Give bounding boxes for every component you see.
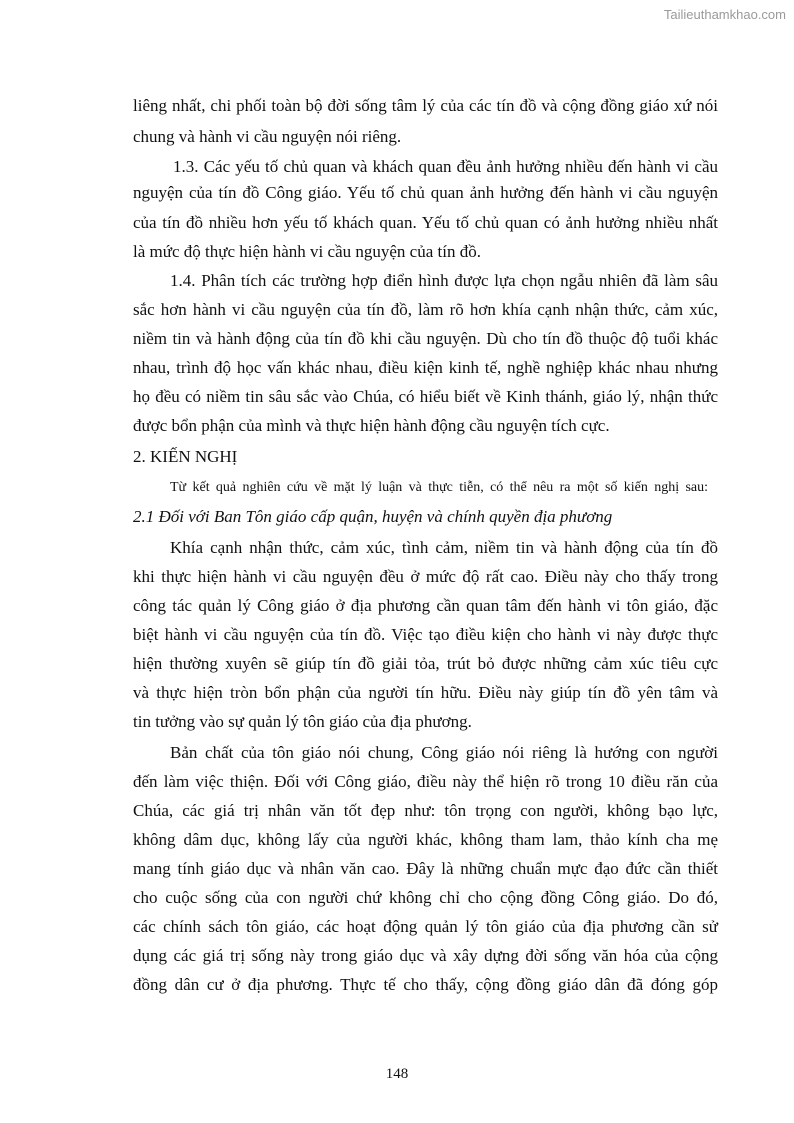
text-line: nhau, trình độ học vấn khác nhau, điều kiện kinh tế, nghề nghiệp khác nhau nhưng [133, 358, 718, 377]
text-line: sắc hơn hành vi cầu nguyện của tín đồ, làm rõ hơn khía cạnh nhận thức, cảm xúc, [133, 300, 718, 319]
text-line: nguyện của tín đồ Công giáo. Yếu tố chủ quan ảnh hưởng đến hành vi cầu nguyện [133, 183, 718, 202]
section-heading: 2. KIẾN NGHỊ [133, 447, 238, 466]
subsection-heading: 2.1 Đối với Ban Tôn giáo cấp quận, huyện và chính quyền địa phương [133, 507, 613, 526]
text-line: cho cuộc sống của con người chứ không chỉ cho cộng đồng Công giáo. Do đó, [133, 888, 718, 907]
text-line: các chính sách tôn giáo, các hoạt động quản lý tôn giáo của địa phương cần sử [133, 917, 718, 936]
text-line: được bổn phận của mình và thực hiện hành động cầu nguyện tích cực. [133, 416, 610, 435]
text-line: khi thực hiện hành vi cầu nguyện đều ở mức độ rất cao. Điều này cho thấy trong [133, 567, 718, 586]
text-line: liêng nhất, chi phối toàn bộ đời sống tâm lý của các tín đồ và cộng đồng giáo xứ nói [133, 96, 718, 115]
text-line: và thực hiện tròn bổn phận của người tín hữu. Điều này giúp tín đồ yên tâm và [133, 683, 718, 702]
page-number: 148 [385, 1066, 409, 1082]
text-line: biệt hành vi cầu nguyện của tín đồ. Việc tạo điều kiện cho hành vi này được thực [133, 625, 718, 644]
text-line: Chúa, các giá trị nhân văn tốt đẹp như: tôn trọng con người, không bạo lực, [133, 801, 718, 820]
text-line: niềm tin và hành động của tín đồ khi cầu nguyện. Dù cho tín đồ thuộc độ tuổi khác [133, 329, 718, 348]
text-line: mang tính giáo dục và nhân văn cao. Đây là những chuẩn mực đạo đức cần thiết [133, 859, 718, 878]
text-line: của tín đồ nhiều hơn yếu tố khách quan. Yếu tố chủ quan có ảnh hưởng nhiều nhất [133, 213, 718, 232]
text-line: tin tưởng vào sự quản lý tôn giáo của địa phương. [133, 712, 472, 731]
text-line: Bản chất của tôn giáo nói chung, Công giáo nói riêng là hướng con người [170, 743, 718, 762]
text-line: là mức độ thực hiện hành vi cầu nguyện của tín đồ. [133, 242, 481, 261]
text-line: Khía cạnh nhận thức, cảm xúc, tình cảm, niềm tin và hành động của tín đồ [170, 538, 718, 557]
text-line: hiện thường xuyên sẽ giúp tín đồ giải tỏa, trút bỏ được những cảm xúc tiêu cực [133, 654, 718, 673]
text-line: đến làm việc thiện. Đối với Công giáo, điều này thể hiện rõ trong 10 điều răn của [133, 772, 718, 791]
text-line: 1.4. Phân tích các trường hợp điển hình được lựa chọn ngẫu nhiên đã làm sâu [170, 271, 718, 290]
text-line: công tác quản lý Công giáo ở địa phương cần quan tâm đến hành vi tôn giáo, đặc [133, 596, 718, 615]
intro-line: Từ kết quả nghiên cứu về mặt lý luận và thực tiễn, có thể nêu ra một số kiến nghị sau: [170, 480, 708, 495]
watermark: Tailieuthamkhao.com [663, 7, 786, 22]
text-line: họ đều có niềm tin sâu sắc vào Chúa, có hiểu biết về Kinh thánh, giáo lý, nhận thức [133, 387, 718, 406]
text-line: chung và hành vi cầu nguyện nói riêng. [133, 127, 402, 146]
text-line: 1.3. Các yếu tố chủ quan và khách quan đều ảnh hưởng nhiều đến hành vi cầu [173, 157, 718, 176]
text-line: không dâm dục, không lấy của người khác, không tham lam, thảo kính cha mẹ [133, 830, 718, 849]
text-line: đồng dân cư ở địa phương. Thực tế cho thấy, cộng đồng giáo dân đã đóng góp [133, 975, 718, 994]
text-line: dụng các giá trị sống này trong giáo dục và xây dựng đời sống văn hóa của cộng [133, 946, 718, 965]
